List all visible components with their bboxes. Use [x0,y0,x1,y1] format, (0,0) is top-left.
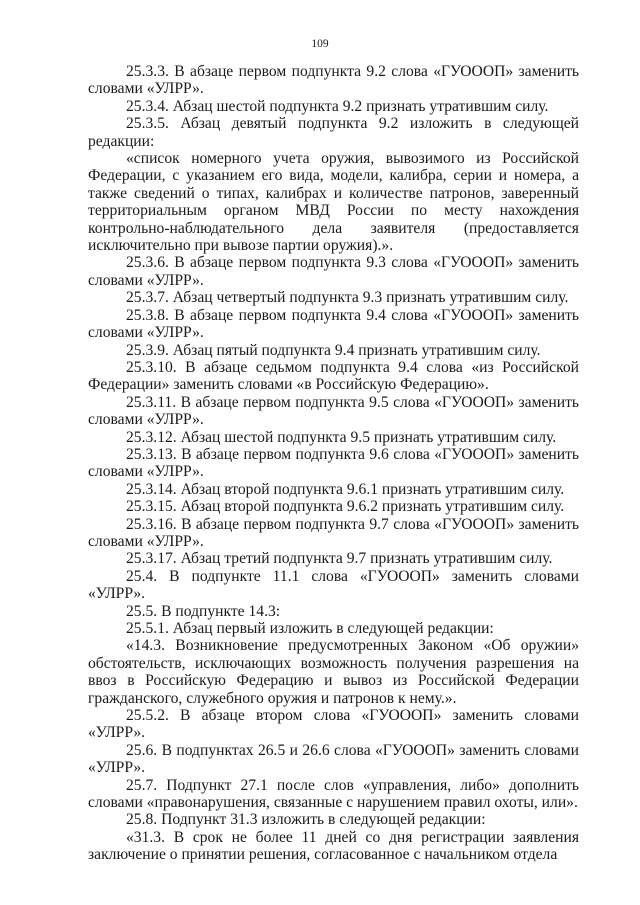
paragraph-25-3-12: 25.3.12. Абзац шестой подпункта 9.5 признать утратившим силу. [126,428,557,446]
paragraph-25-3-9: 25.3.9. Абзац пятый подпункта 9.4 признать утратившим силу. [126,341,541,359]
page-number: 109 [311,38,329,50]
paragraph-25-3-13: 25.3.13. В абзаце первом подпункта 9.6 слова «ГУОООП» заменить словами «УЛРР». [88,445,579,481]
paragraph-25-3-3: 25.3.3. В абзаце первом подпункта 9.2 слова «ГУОООП» заменить словами «УЛРР». [88,63,579,98]
paragraph-25-6: 25.6. В подпунктах 26.5 и 26.6 слова «ГУОООП» заменить словами «УЛРР». [88,741,579,777]
paragraph-quote-14-3: «14.3. Возникновение предусмотренных Законом «Об оружии» обстоятельств, исключающих возможность получения разрешения на ввоз в Российскую Федерацию и вывоз из Российской Федерации гражданского, служебного оружия и патронов к нему.». [88,637,579,707]
paragraph-25-3-16: 25.3.16. В абзаце первом подпункта 9.7 слова «ГУОООП» заменить словами «УЛРР». [88,515,579,550]
paragraph-25-3-17: 25.3.17. Абзац третий подпункта 9.7 признать утратившим силу. [126,550,553,568]
paragraph-25-5-2: 25.5.2. В абзаце втором слова «ГУОООП» заменить словами «УЛРР». [88,707,579,742]
paragraph-quote-31-3: «31.3. В срок не более 11 дней со дня регистрации заявления заключение о принятии решения, согласованное с начальником отдела [88,828,579,864]
paragraph-25-5: 25.5. В подпункте 14.3: [126,602,281,620]
paragraph-25-3-14: 25.3.14. Абзац второй подпункта 9.6.1 признать утратившим силу. [126,480,565,498]
paragraph-25-3-11: 25.3.11. В абзаце первом подпункта 9.5 слова «ГУОООП» заменить словами «УЛРР». [88,393,579,429]
paragraph-25-7: 25.7. Подпункт 27.1 после слов «управления, либо» дополнить словами «правонарушения, связанные с нарушением правил охоты, или». [88,776,579,812]
paragraph-25-5-1: 25.5.1. Абзац первый изложить в следующей редакции: [126,620,494,637]
paragraph-25-3-6: 25.3.6. В абзаце первом подпункта 9.3 слова «ГУОООП» заменить словами «УЛРР». [88,254,579,289]
paragraph-25-3-4: 25.3.4. Абзац шестой подпункта 9.2 признать утратившим силу. [126,97,549,115]
paragraph-quote-weapons-list: «список номерного учета оружия, вывозимого из Российской Федерации, с указанием его вида, модели, калибра, серии и номера, а также сведений о типах, калибрах и количестве патронов, заверенный территориальным органом МВД России по месту нахождения контрольно-наблюдательного дела заявителя (предоставляется исключительно при вывозе партии оружия).». [88,150,579,255]
document-body [88,63,579,864]
paragraph-25-3-7: 25.3.7. Абзац четвертый подпункта 9.3 признать утратившим силу. [126,289,569,307]
paragraph-25-4: 25.4. В подпункте 11.1 слова «ГУОООП» заменить словами «УЛРР». [88,567,579,603]
paragraph-25-3-15: 25.3.15. Абзац второй подпункта 9.6.2 признать утратившим силу. [126,498,565,516]
paragraph-25-3-5: 25.3.5. Абзац девятый подпункта 9.2 изложить в следующей редакции: [88,115,579,150]
paragraph-25-8: 25.8. Подпункт 31.3 изложить в следующей редакции: [126,811,486,829]
paragraph-25-3-10: 25.3.10. В абзаце седьмом подпункта 9.4 слова «из Российской Федерации» заменить словами «в Российскую Федерацию». [88,358,579,394]
paragraph-25-3-8: 25.3.8. В абзаце первом подпункта 9.4 слова «ГУОООП» заменить словами «УЛРР». [88,306,579,342]
